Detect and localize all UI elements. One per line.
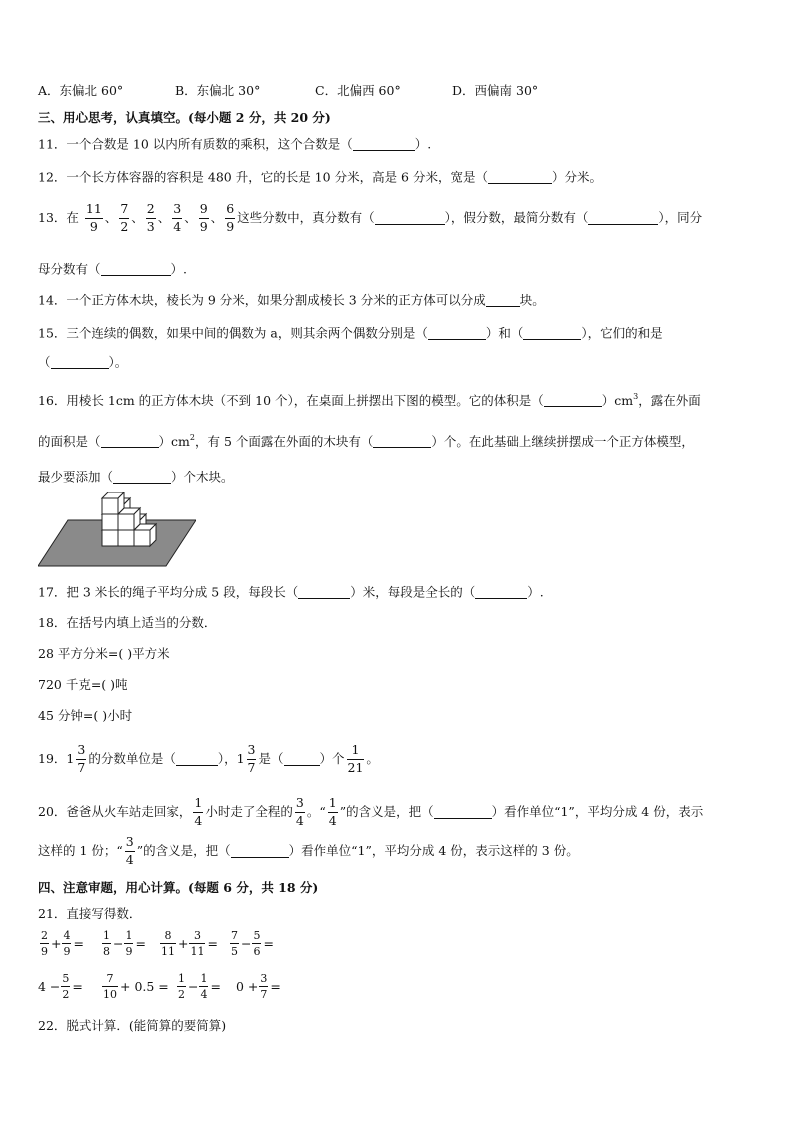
question-15: 15．三个连续的偶数，如果中间的偶数为 a，则其余两个偶数分别是（ ）和（ ），它们的和是: [38, 325, 663, 341]
section-3-title: 三、用心思考，认真填空。(每小题 2 分，共 20 分): [38, 110, 331, 125]
q20-blank-2[interactable]: [231, 844, 289, 858]
question-11: [38, 137, 431, 151]
fraction: $\frac{1}{4}$: [328, 795, 337, 828]
fraction: $\frac{3}{7}$: [77, 742, 86, 775]
fraction: $\frac{7}{2}$: [120, 201, 129, 234]
q19-blank-1[interactable]: [176, 752, 218, 766]
fraction: $\frac{3}{4}$: [125, 834, 134, 867]
calc-item: $\frac{1}{8}$ − $\frac{1}{9}$ =: [103, 929, 146, 958]
section-4-title: 四、注意审题，用心计算。(每题 6 分，共 18 分): [38, 880, 319, 895]
q11-end: ）.: [414, 136, 432, 152]
fraction: $\frac{6}{9}$: [226, 201, 235, 234]
q16-blank-1[interactable]: [544, 394, 602, 408]
q13-lead: 13．在: [38, 209, 79, 225]
question-21: 21．直接写得数．: [38, 906, 142, 921]
question-13: 13．在 $\frac{11}{9}$ 、 $\frac{7}{2}$ 、 $\frac{2}{3}$ 、 $\frac{3}{4}$ 、 $\frac{9}{9}$ 、 $\frac{6}{9}$ 这些分数中，真分数有（ ），假分数，最简分数有（ ），同分: [38, 201, 703, 234]
q18-item-2: 720 千克=( )吨: [38, 677, 128, 692]
q10-option-d: D．西偏南 30°: [452, 83, 539, 98]
q10-option-b: B．东偏北 30°: [175, 83, 261, 98]
fraction: $\frac{2}{3}$: [146, 201, 155, 234]
fraction: $\frac{1}{21}$: [347, 742, 364, 775]
q13-blank-2[interactable]: [588, 211, 658, 225]
question-22: 22．脱式计算．(能简算的要简算): [38, 1018, 227, 1033]
question-20: 20．爸爸从火车站走回家， $\frac{1}{4}$ 小时走了全程的 $\frac{3}{4}$ 。“ $\frac{1}{4}$ ”的含义是，把（ ）看作单位“1”，平均分成 4 份，表示: [38, 795, 704, 828]
q16-blank-2[interactable]: [101, 435, 159, 449]
question-16: 16．用棱长 1cm 的正方体木块（不到 10 个），在桌面上拼摆出下图的模型。它的体积是（ ）$cm^3$，露在外面: [38, 392, 701, 408]
q15-blank-3[interactable]: [51, 355, 109, 369]
question-16-line-3: 最少要添加（ ）个木块。: [38, 469, 234, 485]
question-16-line-2: 的面积是（ ）$cm^2$，有 5 个面露在外面的木块有（ ）个。在此基础上继续拼摆成一个正方体模型，: [38, 433, 694, 449]
calc-item: 0 + $\frac{3}{7}$ =: [236, 972, 281, 1001]
question-18: 18．在括号内填上适当的分数．: [38, 615, 217, 630]
q12-blank[interactable]: [488, 170, 552, 184]
q12-end: ）分米。: [551, 169, 602, 185]
q10-option-a: A．东偏北 60°: [38, 83, 124, 98]
q11-blank[interactable]: [353, 137, 415, 151]
q15-blank-1[interactable]: [428, 326, 486, 340]
question-13-line-2: 母分数有（ ）.: [38, 261, 187, 277]
calc-item: 4 − $\frac{5}{2}$ =: [38, 972, 83, 1001]
stacked-cubes: [102, 492, 156, 546]
question-17: 17．把 3 米长的绳子平均分成 5 段，每段长（ ）米，每段是全长的（ ）.: [38, 584, 544, 600]
cube-model-figure: [38, 492, 196, 570]
q12-text: 12．一个长方体容器的容积是 480 升，它的长是 10 分米，高是 6 分米，宽是（: [38, 169, 488, 185]
fraction: $\frac{3}{7}$: [247, 742, 256, 775]
calc-item: $\frac{8}{11}$ + $\frac{3}{11}$ =: [161, 929, 218, 958]
q17-blank-1[interactable]: [298, 585, 350, 599]
calc-item: $\frac{1}{2}$ − $\frac{1}{4}$ =: [178, 972, 221, 1001]
question-15-line-2: （ ）。: [38, 354, 128, 370]
calc-item: $\frac{2}{9}$ + $\frac{4}{9}$ =: [41, 929, 84, 958]
q16-blank-3[interactable]: [373, 435, 431, 449]
q19-blank-2[interactable]: [284, 752, 320, 766]
q13-mid: 这些分数中，真分数有（: [237, 209, 375, 225]
calc-item: $\frac{7}{10}$ + 0.5 =: [103, 972, 169, 1001]
fraction: $\frac{3}{4}$: [173, 201, 182, 234]
fraction: $\frac{3}{4}$: [295, 795, 304, 828]
q20-blank-1[interactable]: [434, 805, 492, 819]
q14-blank[interactable]: [486, 293, 520, 307]
q11-text: 11．一个合数是 10 以内所有质数的乘积，这个合数是（: [38, 136, 353, 152]
q17-blank-2[interactable]: [475, 585, 527, 599]
q16-blank-4[interactable]: [113, 470, 171, 484]
cube: [102, 492, 124, 514]
q15-blank-2[interactable]: [523, 326, 581, 340]
question-20-line-2: 这样的 1 份；“ $\frac{3}{4}$ ”的含义是，把（ ）看作单位“1”，平均分成 4 份，表示这样的 3 份。: [38, 834, 579, 867]
question-14: 14．一个正方体木块，棱长为 9 分米，如果分割成棱长 3 分米的正方体可以分成 块。: [38, 292, 545, 308]
q13-blank-3[interactable]: [101, 262, 171, 276]
fraction: $\frac{9}{9}$: [199, 201, 208, 234]
question-19: 19．1 $\frac{3}{7}$ 的分数单位是（ ），1 $\frac{3}{7}$ 是（ ）个 $\frac{1}{21}$ 。: [38, 742, 379, 775]
q10-option-c: C．北偏西 60°: [315, 83, 401, 98]
question-12: [38, 170, 602, 184]
q18-item-3: 45 分钟=( )小时: [38, 708, 133, 723]
fraction: $\frac{1}{4}$: [194, 795, 203, 828]
q13-blank-1[interactable]: [375, 211, 445, 225]
q18-item-1: 28 平方分米=( )平方米: [38, 646, 170, 661]
fraction: $\frac{11}{9}$: [85, 201, 102, 234]
calc-item: $\frac{7}{5}$ − $\frac{5}{6}$ =: [231, 929, 274, 958]
